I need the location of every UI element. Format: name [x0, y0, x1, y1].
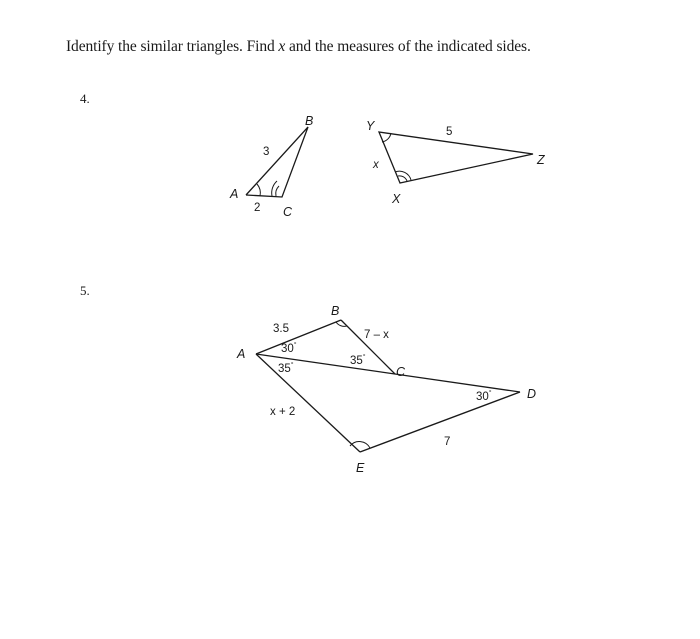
segment-ae: [256, 354, 360, 452]
vertex-e-5: E: [356, 461, 365, 475]
vertex-x: X: [392, 192, 401, 206]
vertex-b-5: B: [331, 304, 340, 318]
vertex-a-5: A: [237, 347, 246, 361]
angle-cae-degree: °: [290, 362, 294, 369]
vertex-a: A: [230, 187, 239, 201]
instruction-variable: x: [278, 38, 286, 55]
angle-bac-label: [281, 341, 297, 355]
segment-ed: [360, 392, 520, 452]
side-ab-label: 3: [263, 146, 270, 158]
angle-cae-label: [278, 361, 294, 375]
side-ac-label: 2: [254, 202, 261, 214]
angle-ade-degree: °: [488, 390, 492, 397]
side-ae-label-5: x + 2: [270, 406, 296, 418]
angle-cae-value: 35: [278, 363, 291, 375]
angle-bac-value: 30: [281, 343, 294, 355]
vertex-c: C: [283, 205, 293, 219]
segment-ad: [256, 354, 520, 392]
side-ab-label-5: 3.5: [273, 323, 289, 335]
side-bc-label-5: 7 – x: [364, 329, 389, 341]
side-xy-label: x: [373, 159, 379, 171]
angle-ade-value: 30: [476, 391, 489, 403]
angle-ade-label: [476, 389, 492, 403]
vertex-d-5: D: [527, 387, 537, 401]
problem-5-number: 5.: [80, 283, 90, 298]
instruction-part2: and the measures of the indicated sides.: [285, 38, 531, 55]
vertex-b: B: [305, 114, 314, 128]
angle-bac-degree: °: [293, 342, 297, 349]
instruction-part1: Identify the similar triangles. Find: [66, 38, 279, 55]
angle-bca-value: 35: [350, 355, 363, 367]
side-ed-label-5: 7: [444, 436, 451, 448]
vertex-c-5: C: [396, 365, 406, 379]
segment-ab: [256, 320, 341, 354]
side-yz-label: 5: [446, 126, 453, 138]
angle-bca-degree: °: [362, 354, 366, 361]
vertex-z: Z: [537, 153, 545, 167]
vertex-y: Y: [366, 119, 375, 133]
angle-bca-label: [350, 353, 366, 367]
problem-4-number: 4.: [80, 91, 90, 106]
